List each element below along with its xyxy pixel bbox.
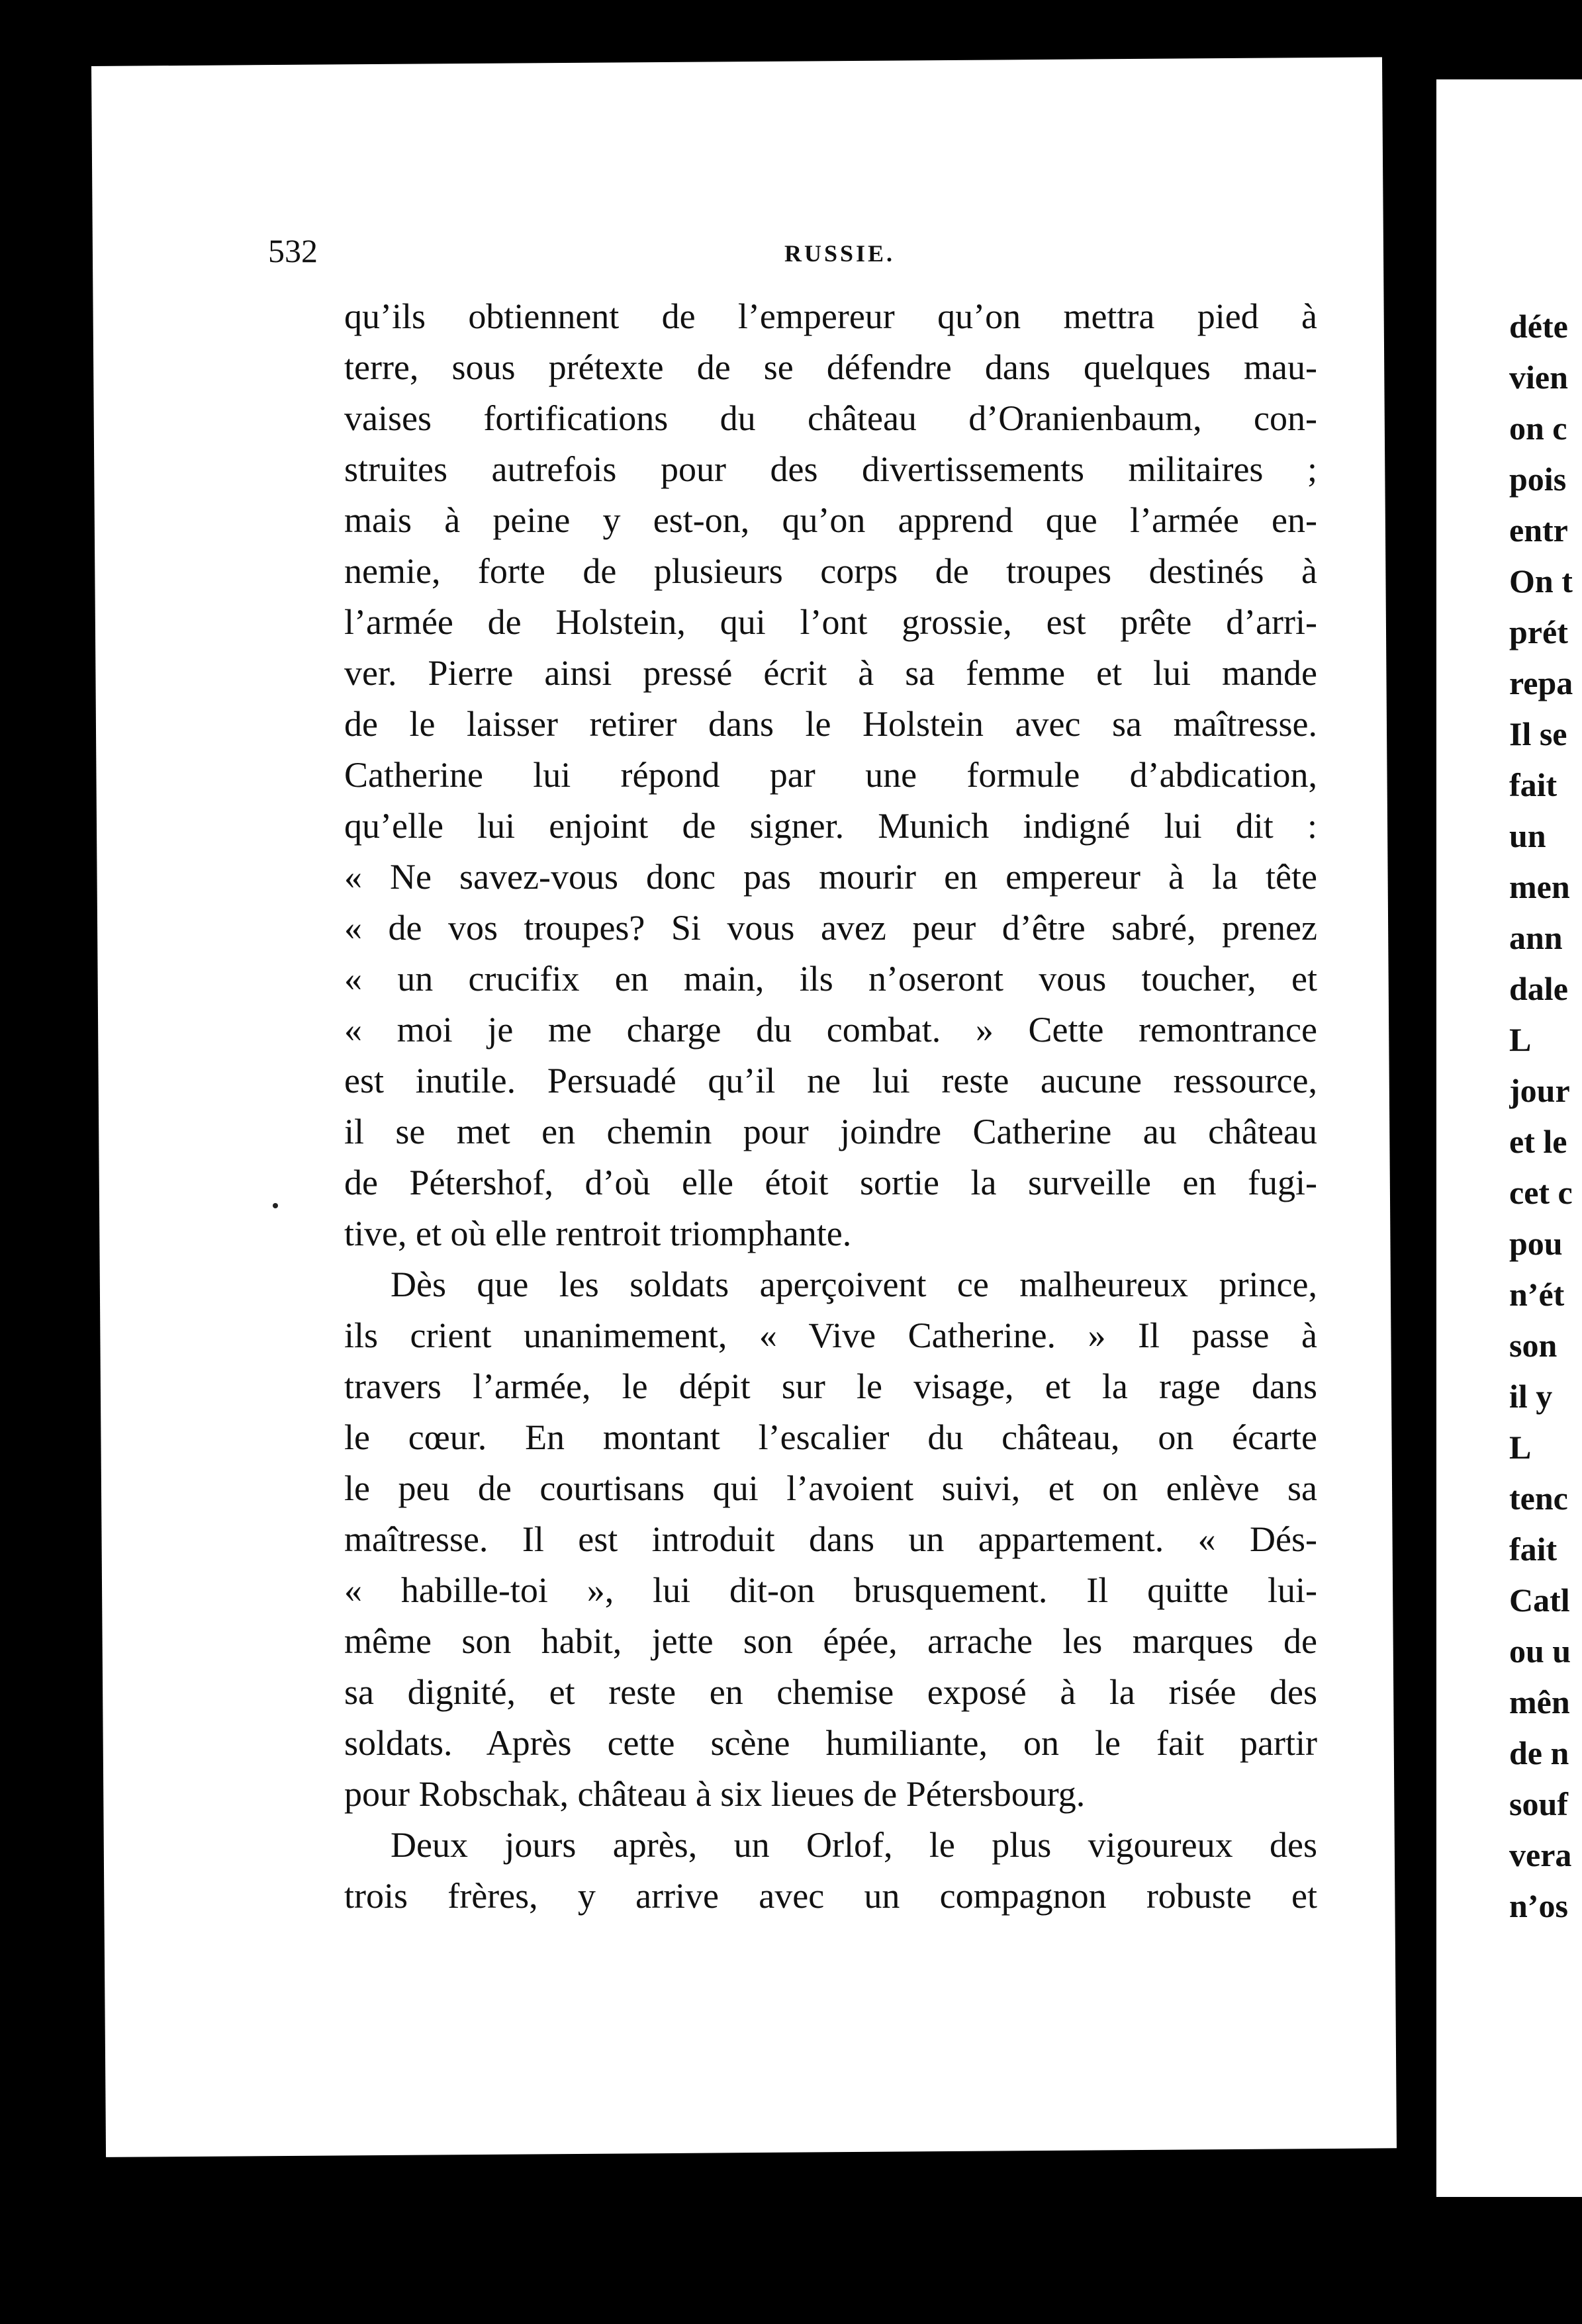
fragment: Catl [1509,1582,1570,1619]
fragment: on c [1509,410,1567,447]
fragment: ann [1509,919,1563,956]
fragment: déte [1509,308,1568,345]
fragment: prét [1509,613,1568,650]
text-line: le peu de courtisans qui l’avoient suivi, et on enlève sa [344,1468,1317,1508]
text-line: vaises fortifications du château d’Oranienbaum, con- [344,398,1317,438]
text-line: ils crient unanimement, « Vive Catherine. » Il passe à [344,1316,1317,1355]
text-line: pour Robschak, château à six lieues de Pétersbourg. [344,1774,1086,1814]
fragment: cet c [1509,1174,1573,1211]
page-number: 532 [268,232,318,269]
fragment: pou [1509,1225,1563,1262]
fragment: dale [1509,970,1568,1007]
text-line: Deux jours après, un Orlof, le plus vigoureux des [391,1825,1317,1865]
text-line: trois frères, y arrive avec un compagnon robuste et [344,1876,1317,1916]
fragment: et le [1509,1123,1567,1160]
text-line: « moi je me charge du combat. » Cette remontrance [344,1010,1317,1050]
fragment: il y [1509,1378,1553,1415]
text-line: nemie, forte de plusieurs corps de troupes destinés à [344,551,1317,591]
fragment: de n [1509,1734,1569,1771]
text-line: tive, et où elle rentroit triomphante. [344,1214,852,1253]
fragment: L [1509,1021,1532,1058]
fragment: entr [1509,512,1568,549]
fragment: Il se [1509,715,1567,752]
ink-speck [273,1203,278,1208]
fragment: ou u [1509,1632,1571,1670]
text-line: le cœur. En montant l’escalier du château, on écarte [344,1417,1317,1457]
fragment: mên [1509,1683,1570,1721]
text-line: mais à peine y est-on, qu’on apprend que l’armée en- [344,500,1317,540]
text-line: même son habit, jette son épée, arrache les marques de [344,1621,1317,1661]
text-line: soldats. Après cette scène humiliante, on le fait partir [344,1723,1317,1763]
right-page-text-fragments [1509,301,1582,1932]
fragment: son [1509,1327,1558,1364]
text-line: « de vos troupes? Si vous avez peur d’être sabré, prenez [344,908,1317,948]
text-line: travers l’armée, le dépit sur le visage, et la rage dans [344,1366,1317,1406]
text-line: terre, sous prétexte de se défendre dans quelques mau- [344,347,1317,387]
text-line: maîtresse. Il est introduit dans un appartement. « Dés- [344,1519,1317,1559]
fragment: fait [1509,1531,1558,1568]
text-line: il se met en chemin pour joindre Catherine au château [344,1112,1317,1151]
text-line: qu’elle lui enjoint de signer. Munich indigné lui dit : [344,806,1317,846]
text-line: l’armée de Holstein, qui l’ont grossie, est prête d’arri- [344,602,1317,642]
text-line: « un crucifix en main, ils n’oseront vous toucher, et [344,959,1317,999]
running-head [268,232,1327,285]
fragment: n’ét [1509,1276,1565,1313]
text-line: sa dignité, et reste en chemise exposé à la risée des [344,1672,1317,1712]
fragment: souf [1509,1785,1568,1822]
text-line: de Pétershof, d’où elle étoit sortie la surveille en fugi- [344,1163,1317,1202]
text-line: de le laisser retirer dans le Holstein avec sa maîtresse. [344,704,1317,744]
text-line: est inutile. Persuadé qu’il ne lui reste aucune ressource, [344,1061,1317,1100]
fragment: pois [1509,461,1567,498]
fragment: fait [1509,766,1558,803]
fragment: vien [1509,359,1568,396]
text-line: « habille-toi », lui dit-on brusquement. Il quitte lui- [344,1570,1317,1610]
text-line: qu’ils obtiennent de l’empereur qu’on mettra pied à [344,296,1317,336]
fragment: On t [1509,562,1573,600]
body-text [344,291,1317,1922]
fragment: vera [1509,1836,1572,1873]
fragment: n’os [1509,1887,1568,1924]
fragment: men [1509,868,1570,905]
text-line: ver. Pierre ainsi pressé écrit à sa femme et lui mande [344,653,1317,693]
fragment: tenc [1509,1480,1568,1517]
running-title: RUSSIE. [784,240,896,267]
fragment: jour [1509,1072,1570,1109]
text-line: « Ne savez-vous donc pas mourir en empereur à la tête [344,857,1317,897]
fragment: un [1509,817,1546,854]
fragment: L [1509,1429,1532,1466]
fragment: repa [1509,664,1573,701]
text-line: struites autrefois pour des divertissements militaires ; [344,449,1317,489]
text-line: Catherine lui répond par une formule d’abdication, [344,755,1317,795]
text-line: Dès que les soldats aperçoivent ce malheureux prince, [391,1265,1317,1304]
